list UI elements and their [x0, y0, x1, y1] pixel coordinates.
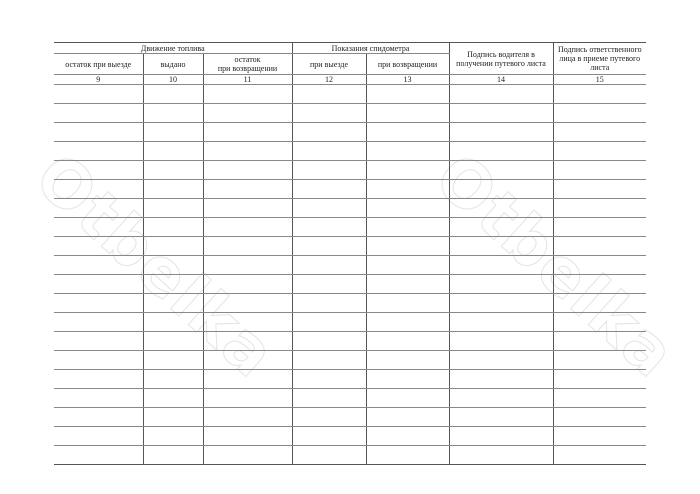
table-cell[interactable]	[292, 351, 366, 370]
table-cell[interactable]	[366, 275, 449, 294]
fuel-issued-header: выдано	[143, 54, 203, 75]
table-cell[interactable]	[366, 389, 449, 408]
table-cell[interactable]	[292, 427, 366, 446]
table-cell[interactable]	[553, 142, 646, 161]
table-cell[interactable]	[449, 408, 553, 427]
table-cell[interactable]	[143, 161, 203, 180]
table-cell[interactable]	[292, 370, 366, 389]
watermark-left: Otbelka	[20, 140, 290, 393]
fuel-movement-header: Движение топлива	[54, 43, 292, 54]
table-cell[interactable]	[553, 313, 646, 332]
table-cell[interactable]	[203, 446, 292, 465]
table-row	[54, 351, 646, 370]
table-row	[54, 427, 646, 446]
table-row	[54, 313, 646, 332]
table-cell[interactable]	[54, 370, 143, 389]
table-cell[interactable]	[449, 294, 553, 313]
table-cell[interactable]	[292, 332, 366, 351]
table-cell[interactable]	[143, 313, 203, 332]
table-cell[interactable]	[143, 256, 203, 275]
table-cell[interactable]	[553, 256, 646, 275]
table-cell[interactable]	[54, 313, 143, 332]
table-cell[interactable]	[143, 275, 203, 294]
table-cell[interactable]	[553, 123, 646, 142]
table-row	[54, 142, 646, 161]
fuel-remaining-return-header: остаток при возвращении	[203, 54, 292, 75]
table-cell[interactable]	[143, 142, 203, 161]
table-cell[interactable]	[292, 256, 366, 275]
table-cell[interactable]	[292, 237, 366, 256]
table-cell[interactable]	[553, 408, 646, 427]
table-cell[interactable]	[366, 294, 449, 313]
table-cell[interactable]	[366, 85, 449, 104]
table-row	[54, 180, 646, 199]
table-row	[54, 256, 646, 275]
table-cell[interactable]	[203, 85, 292, 104]
table-cell[interactable]	[54, 142, 143, 161]
table-cell[interactable]	[143, 294, 203, 313]
table-cell[interactable]	[54, 332, 143, 351]
table-cell[interactable]	[553, 427, 646, 446]
table-cell[interactable]	[54, 294, 143, 313]
table-row	[54, 199, 646, 218]
table-cell[interactable]	[54, 218, 143, 237]
column-number: 9	[54, 75, 143, 85]
table-cell[interactable]	[203, 370, 292, 389]
table-cell[interactable]	[292, 199, 366, 218]
column-number: 11	[203, 75, 292, 85]
speedo-departure-header: при выезде	[292, 54, 366, 75]
table-row	[54, 275, 646, 294]
table-cell[interactable]	[292, 275, 366, 294]
table-cell[interactable]	[553, 275, 646, 294]
table-cell[interactable]	[203, 332, 292, 351]
table-cell[interactable]	[449, 256, 553, 275]
table-cell[interactable]	[366, 161, 449, 180]
table-cell[interactable]	[54, 180, 143, 199]
table-cell[interactable]	[54, 351, 143, 370]
table-cell[interactable]	[366, 104, 449, 123]
table-cell[interactable]	[449, 218, 553, 237]
table-cell[interactable]	[203, 123, 292, 142]
table-cell[interactable]	[449, 332, 553, 351]
table-cell[interactable]	[143, 332, 203, 351]
table-cell[interactable]	[366, 142, 449, 161]
table-cell[interactable]	[203, 408, 292, 427]
table-row	[54, 85, 646, 104]
table-cell[interactable]	[292, 161, 366, 180]
column-number: 10	[143, 75, 203, 85]
table-cell[interactable]	[449, 161, 553, 180]
speedo-return-header: при возвращении	[366, 54, 449, 75]
table-cell[interactable]	[143, 427, 203, 446]
table-cell[interactable]	[449, 104, 553, 123]
table-cell[interactable]	[54, 161, 143, 180]
table-cell[interactable]	[366, 199, 449, 218]
table-cell[interactable]	[203, 313, 292, 332]
table-cell[interactable]	[203, 180, 292, 199]
table-row	[54, 389, 646, 408]
fuel-speedometer-table	[54, 42, 646, 465]
table-cell[interactable]	[366, 446, 449, 465]
table-cell[interactable]	[366, 370, 449, 389]
table-cell[interactable]	[143, 351, 203, 370]
column-number: 12	[292, 75, 366, 85]
table-cell[interactable]	[292, 180, 366, 199]
table-cell[interactable]	[553, 446, 646, 465]
watermark-right: Otbelka	[420, 140, 690, 393]
table-cell[interactable]	[203, 199, 292, 218]
table-cell[interactable]	[143, 199, 203, 218]
table-cell[interactable]	[54, 199, 143, 218]
table-cell[interactable]	[449, 427, 553, 446]
table-cell[interactable]	[449, 237, 553, 256]
speedometer-header: Показания спидометра	[292, 43, 449, 54]
table-cell[interactable]	[366, 408, 449, 427]
table-cell[interactable]	[366, 237, 449, 256]
table-row	[54, 104, 646, 123]
table-cell[interactable]	[292, 123, 366, 142]
table-cell[interactable]	[143, 85, 203, 104]
table-cell[interactable]	[203, 142, 292, 161]
table-row	[54, 237, 646, 256]
table-cell[interactable]	[143, 389, 203, 408]
table-row	[54, 408, 646, 427]
table-cell[interactable]	[553, 161, 646, 180]
table-cell[interactable]	[449, 370, 553, 389]
table-cell[interactable]	[292, 104, 366, 123]
table-cell[interactable]	[54, 408, 143, 427]
table-cell[interactable]	[292, 313, 366, 332]
table-cell[interactable]	[54, 446, 143, 465]
table-cell[interactable]	[54, 237, 143, 256]
table-cell[interactable]	[449, 85, 553, 104]
table-cell[interactable]	[366, 332, 449, 351]
table-cell[interactable]	[143, 123, 203, 142]
table-cell[interactable]	[553, 180, 646, 199]
table-row	[54, 370, 646, 389]
table-cell[interactable]	[366, 313, 449, 332]
table-cell[interactable]	[366, 180, 449, 199]
table-body	[54, 85, 646, 465]
table-cell[interactable]	[54, 389, 143, 408]
table-cell[interactable]	[143, 180, 203, 199]
responsible-signature-header: Подпись ответственного лица в приеме путевого листа	[553, 43, 646, 75]
table-cell[interactable]	[54, 104, 143, 123]
table-cell[interactable]	[203, 161, 292, 180]
table-cell[interactable]	[203, 389, 292, 408]
table-cell[interactable]	[553, 351, 646, 370]
table-cell[interactable]	[366, 123, 449, 142]
table-cell[interactable]	[449, 389, 553, 408]
table-cell[interactable]	[366, 218, 449, 237]
table-row	[54, 123, 646, 142]
table-cell[interactable]	[553, 85, 646, 104]
table-cell[interactable]	[203, 237, 292, 256]
table-row	[54, 446, 646, 465]
table-cell[interactable]	[553, 218, 646, 237]
table-cell[interactable]	[203, 256, 292, 275]
table-cell[interactable]	[143, 370, 203, 389]
table-cell[interactable]	[449, 351, 553, 370]
table-row	[54, 294, 646, 313]
table-cell[interactable]	[292, 294, 366, 313]
table-cell[interactable]	[449, 142, 553, 161]
fuel-remaining-departure-header: остаток при выезде	[54, 54, 143, 75]
table-cell[interactable]	[292, 408, 366, 427]
table-cell[interactable]	[292, 142, 366, 161]
table-cell[interactable]	[449, 199, 553, 218]
table-cell[interactable]	[553, 370, 646, 389]
table-row	[54, 332, 646, 351]
table-cell[interactable]	[449, 446, 553, 465]
table-cell[interactable]	[366, 351, 449, 370]
table-cell[interactable]	[203, 294, 292, 313]
table-cell[interactable]	[366, 427, 449, 446]
table-cell[interactable]	[143, 218, 203, 237]
table-cell[interactable]	[292, 218, 366, 237]
table-cell[interactable]	[54, 85, 143, 104]
table-cell[interactable]	[143, 104, 203, 123]
table-cell[interactable]	[553, 199, 646, 218]
table-row	[54, 218, 646, 237]
table-cell[interactable]	[449, 123, 553, 142]
driver-signature-header: Подпись водителя в получении путевого листа	[449, 43, 553, 75]
table-cell[interactable]	[203, 104, 292, 123]
column-number: 13	[366, 75, 449, 85]
table-cell[interactable]	[553, 332, 646, 351]
table-cell[interactable]	[203, 351, 292, 370]
table-row	[54, 161, 646, 180]
table-cell[interactable]	[449, 275, 553, 294]
table-cell[interactable]	[143, 408, 203, 427]
table-cell[interactable]	[54, 275, 143, 294]
table-cell[interactable]	[54, 427, 143, 446]
table-cell[interactable]	[203, 427, 292, 446]
table-cell[interactable]	[143, 237, 203, 256]
table-cell[interactable]	[203, 275, 292, 294]
table-cell[interactable]	[449, 180, 553, 199]
table-cell[interactable]	[292, 85, 366, 104]
table-cell[interactable]	[54, 123, 143, 142]
table-cell[interactable]	[553, 237, 646, 256]
column-number: 15	[553, 75, 646, 85]
table-cell[interactable]	[292, 446, 366, 465]
table-cell[interactable]	[143, 446, 203, 465]
table-cell[interactable]	[553, 389, 646, 408]
table-cell[interactable]	[449, 313, 553, 332]
table-cell[interactable]	[553, 294, 646, 313]
column-number: 14	[449, 75, 553, 85]
table-cell[interactable]	[553, 104, 646, 123]
table-cell[interactable]	[54, 256, 143, 275]
table-cell[interactable]	[203, 218, 292, 237]
table-cell[interactable]	[292, 389, 366, 408]
table-cell[interactable]	[366, 256, 449, 275]
